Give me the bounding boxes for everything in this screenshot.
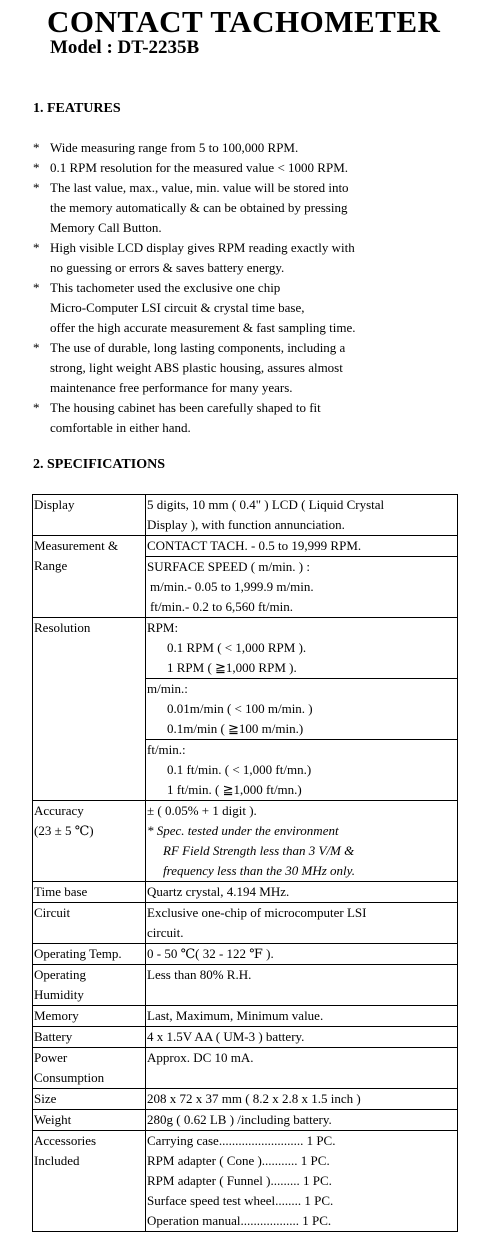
spec-row-display — [33, 495, 458, 536]
spec-line: Exclusive one-chip of microcomputer LSI — [147, 905, 367, 920]
feature-line: The use of durable, long lasting components, including a — [50, 340, 346, 355]
model-number: Model : DT-2235B — [50, 37, 200, 58]
spec-note: RF Field Strength less than 3 V/M & — [163, 843, 355, 858]
accessory-item: Carrying case.......................... 1 PC. — [147, 1133, 336, 1148]
features-heading: 1. FEATURES — [33, 101, 121, 116]
feature-text — [50, 338, 345, 398]
feature-bullet: * — [33, 240, 40, 255]
spec-label-line: Accuracy — [34, 803, 84, 818]
feature-text — [50, 238, 355, 278]
spec-label-line: Measurement & — [34, 538, 119, 553]
spec-row-time-base — [33, 882, 458, 903]
feature-line: Memory Call Button. — [50, 220, 162, 235]
feature-bullet: * — [33, 160, 40, 175]
feature-text — [50, 278, 356, 338]
feature-line: This tachometer used the exclusive one chip — [50, 280, 281, 295]
spec-label: Battery — [33, 1027, 146, 1048]
spec-value — [146, 801, 458, 882]
spec-row-battery — [33, 1027, 458, 1048]
accessory-item: RPM adapter ( Cone )........... 1 PC. — [147, 1153, 330, 1168]
feature-line: strong, light weight ABS plastic housing, assures almost — [50, 360, 343, 375]
feature-line: no guessing or errors & saves battery energy. — [50, 260, 285, 275]
spec-line: ft/min.- 0.2 to 6,560 ft/min. — [150, 599, 293, 614]
feature-bullet: * — [33, 280, 40, 295]
feature-text — [50, 138, 298, 158]
spec-label: Resolution — [33, 618, 146, 801]
feature-line: 0.1 RPM resolution for the measured value < 1000 RPM. — [50, 160, 348, 175]
spec-label-line: Included — [34, 1153, 80, 1168]
feature-line: Micro-Computer LSI circuit & crystal time base, — [50, 300, 305, 315]
spec-value: Approx. DC 10 mA. — [146, 1048, 458, 1089]
spec-note: frequency less than the 30 MHz only. — [163, 863, 355, 878]
spec-line: SURFACE SPEED ( m/min. ) : — [147, 559, 311, 574]
spec-value — [146, 557, 458, 618]
spec-row-accuracy — [33, 801, 458, 882]
spec-value: 280g ( 0.62 LB ) /including battery. — [146, 1110, 458, 1131]
spec-label: Weight — [33, 1110, 146, 1131]
spec-value: Quartz crystal, 4.194 MHz. — [146, 882, 458, 903]
accessory-item: RPM adapter ( Funnel )......... 1 PC. — [147, 1173, 332, 1188]
spec-line: 5 digits, 10 mm ( 0.4" ) LCD ( Liquid Crystal — [147, 497, 385, 512]
spec-value: Last, Maximum, Minimum value. — [146, 1006, 458, 1027]
specifications-table — [32, 494, 458, 1232]
feature-line: The housing cabinet has been carefully shaped to fit — [50, 400, 321, 415]
spec-row-memory — [33, 1006, 458, 1027]
spec-value: Less than 80% R.H. — [146, 965, 458, 1006]
accessory-item: Surface speed test wheel........ 1 PC. — [147, 1193, 334, 1208]
spec-row-size — [33, 1089, 458, 1110]
spec-value: 4 x 1.5V AA ( UM-3 ) battery. — [146, 1027, 458, 1048]
spec-row-circuit — [33, 903, 458, 944]
spec-label-line: Range — [34, 558, 68, 573]
feature-bullet: * — [33, 140, 40, 155]
feature-item — [33, 158, 473, 178]
spec-label: Operating Temp. — [33, 944, 146, 965]
spec-row-power — [33, 1048, 458, 1089]
spec-label: Size — [33, 1089, 146, 1110]
spec-label: Display — [33, 495, 146, 536]
spec-value — [146, 740, 458, 801]
spec-line: 1 RPM ( ≧1,000 RPM ). — [167, 660, 297, 675]
feature-item — [33, 238, 473, 278]
spec-label: Memory — [33, 1006, 146, 1027]
spec-label: Circuit — [33, 903, 146, 944]
spec-value — [146, 618, 458, 679]
spec-row-operating-humidity — [33, 965, 458, 1006]
spec-label — [33, 1131, 146, 1232]
spec-line: ± ( 0.05% + 1 digit ). — [147, 803, 257, 818]
spec-value: 208 x 72 x 37 mm ( 8.2 x 2.8 x 1.5 inch ) — [146, 1089, 458, 1110]
spec-label — [33, 1048, 146, 1089]
feature-item — [33, 138, 473, 158]
feature-line: the memory automatically & can be obtained by pressing — [50, 200, 348, 215]
feature-bullet: * — [33, 340, 40, 355]
spec-row-measurement — [33, 536, 458, 557]
spec-line: 0.1 ft/min. ( < 1,000 ft/mn.) — [167, 762, 312, 777]
feature-text — [50, 178, 349, 238]
spec-label-line: Consumption — [34, 1070, 105, 1085]
spec-value — [146, 679, 458, 740]
spec-line: m/min.- 0.05 to 1,999.9 m/min. — [150, 579, 314, 594]
spec-line: m/min.: — [147, 681, 188, 696]
feature-item — [33, 338, 473, 398]
spec-value — [146, 903, 458, 944]
accessory-item: Operation manual.................. 1 PC. — [147, 1213, 332, 1228]
spec-note: * Spec. tested under the environment — [147, 823, 339, 838]
feature-bullet: * — [33, 400, 40, 415]
spec-label: Time base — [33, 882, 146, 903]
feature-line: maintenance free performance for many years. — [50, 380, 293, 395]
spec-value: 0 - 50 ℃( 32 - 122 ℉ ). — [146, 944, 458, 965]
feature-line: comfortable in either hand. — [50, 420, 191, 435]
specifications-heading: 2. SPECIFICATIONS — [33, 457, 165, 472]
spec-label — [33, 536, 146, 618]
feature-line: Wide measuring range from 5 to 100,000 RPM. — [50, 140, 299, 155]
spec-row-accessories — [33, 1131, 458, 1232]
spec-line: RPM: — [147, 620, 179, 635]
spec-label — [33, 965, 146, 1006]
feature-line: High visible LCD display gives RPM reading exactly with — [50, 240, 355, 255]
spec-label-line: Power — [34, 1050, 68, 1065]
feature-text — [50, 158, 348, 178]
feature-item — [33, 278, 473, 338]
spec-value — [146, 1131, 458, 1232]
spec-label-line: (23 ± 5 ℃) — [34, 823, 94, 838]
spec-value — [146, 536, 458, 557]
spec-line: circuit. — [147, 925, 184, 940]
spec-label — [33, 801, 146, 882]
feature-item — [33, 178, 473, 238]
features-list — [33, 138, 473, 438]
spec-row-resolution — [33, 618, 458, 679]
spec-line: CONTACT TACH. - 0.5 to 19,999 RPM. — [147, 538, 362, 553]
spec-line: 0.01m/min ( < 100 m/min. ) — [167, 701, 313, 716]
spec-line: ft/min.: — [147, 742, 186, 757]
spec-line: 0.1 RPM ( < 1,000 RPM ). — [167, 640, 307, 655]
spec-line: Display ), with function annunciation. — [147, 517, 345, 532]
spec-line: 1 ft/min. ( ≧1,000 ft/mn.) — [167, 782, 302, 797]
spec-label-line: Accessories — [34, 1133, 97, 1148]
spec-value — [146, 495, 458, 536]
feature-bullet: * — [33, 180, 40, 195]
feature-item — [33, 398, 473, 438]
spec-line: 0.1m/min ( ≧100 m/min.) — [167, 721, 304, 736]
doc-title: CONTACT TACHOMETER — [47, 4, 441, 39]
spec-row-operating-temp — [33, 944, 458, 965]
feature-line: offer the high accurate measurement & fast sampling time. — [50, 320, 356, 335]
feature-line: The last value, max., value, min. value will be stored into — [50, 180, 349, 195]
feature-text — [50, 398, 321, 438]
spec-label-line: Humidity — [34, 987, 84, 1002]
spec-row-weight — [33, 1110, 458, 1131]
spec-label-line: Operating — [34, 967, 86, 982]
